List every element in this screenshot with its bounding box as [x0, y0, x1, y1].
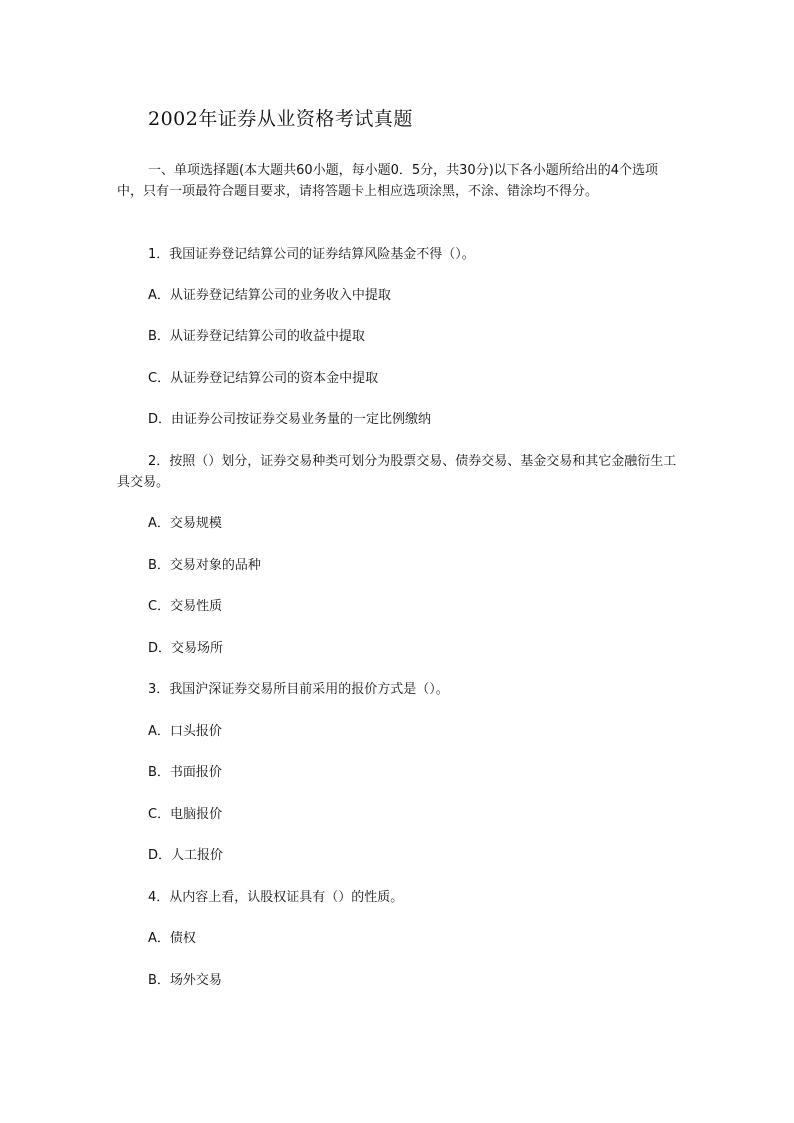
question-3-option-b: B．书面报价 [148, 765, 222, 780]
question-2-option-b: B．交易对象的品种 [148, 558, 261, 573]
question-1-option-d: D．由证券公司按证券交易业务量的一定比例缴纳 [148, 412, 432, 427]
question-4-option-a: A．债权 [148, 931, 196, 946]
question-4-option-b: B．场外交易 [148, 973, 222, 988]
question-3-option-c: C．电脑报价 [148, 807, 223, 822]
question-2-option-a: A．交易规模 [148, 516, 222, 531]
question-2-option-d: D．交易场所 [148, 641, 224, 656]
question-3-option-d: D．人工报价 [148, 848, 224, 863]
question-1-option-c: C．从证券登记结算公司的资本金中提取 [148, 371, 379, 386]
question-4-stem: 4．从内容上看，认股权证具有（）的性质。 [148, 890, 404, 905]
question-2-option-c: C．交易性质 [148, 599, 223, 614]
question-3-option-a: A．口头报价 [148, 724, 222, 739]
question-1-stem: 1．我国证券登记结算公司的证券结算风险基金不得（）。 [148, 247, 475, 262]
question-1-option-a: A．从证券登记结算公司的业务收入中提取 [148, 288, 391, 303]
question-2-stem: 2．按照（）划分，证券交易种类可划分为股票交易、债券交易、基金交易和其它金融衍生工具交易。 [117, 454, 677, 490]
question-1-option-b: B．从证券登记结算公司的收益中提取 [148, 329, 365, 344]
section-instructions: 一、单项选择题(本大题共60小题，每小题0．5分，共30分)以下各小题所给出的4个选项中，只有一项最符合题目要求，请将答题卡上相应选项涂黑，不涂、错涂均不得分。 [117, 163, 659, 199]
question-3-stem: 3．我国沪深证券交易所目前采用的报价方式是（）。 [148, 682, 449, 697]
page-title: 2002年证券从业资格考试真题 [148, 108, 413, 130]
